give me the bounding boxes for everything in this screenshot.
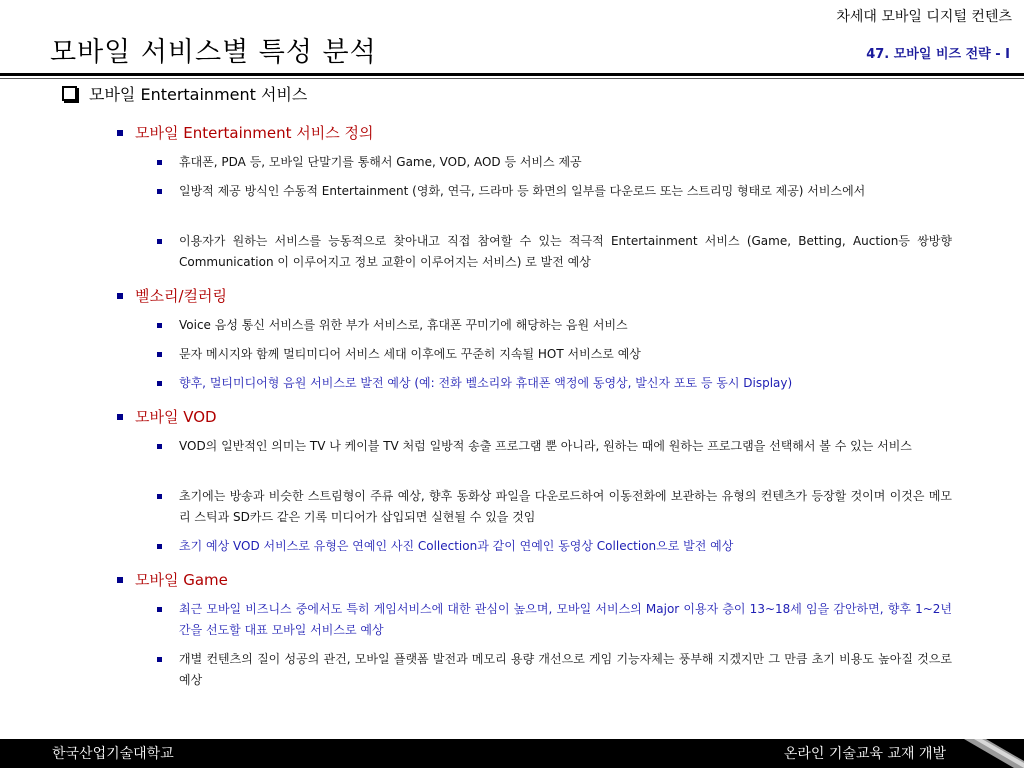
page-title: 모바일 서비스별 특성 분석 bbox=[50, 37, 377, 68]
bullet-item bbox=[160, 536, 952, 557]
small-square-bullet-icon bbox=[157, 657, 162, 662]
small-square-bullet-icon bbox=[157, 239, 162, 244]
bullet-text: 개별 컨텐츠의 질이 성공의 관건, 모바일 플랫폼 발전과 메모리 용량 개선으로 게임 기능자체는 풍부해 지겠지만 그 만큼 초기 비용도 높아질 것으로 예상 bbox=[179, 652, 952, 687]
bullet-item bbox=[160, 373, 952, 394]
heading-mobile-vod bbox=[117, 406, 217, 427]
footer-course: 온라인 기술교육 교재 개발 bbox=[783, 746, 946, 762]
square-bullet-icon bbox=[117, 130, 123, 136]
bullet-text: 향후, 멀티미디어형 음원 서비스로 발전 예상 (예: 전화 벨소리와 휴대폰 액정에 동영상, 발신자 포토 등 동시 Display) bbox=[179, 376, 793, 390]
section-title bbox=[62, 82, 307, 105]
section-title-text: 모바일 Entertainment 서비스 bbox=[89, 85, 308, 104]
heading-text: 모바일 VOD bbox=[135, 408, 217, 426]
bullet-text: Voice 음성 통신 서비스를 위한 부가 서비스로, 휴대폰 꾸미기에 해당하는 음원 서비스 bbox=[179, 318, 628, 332]
bullet-text: 초기 예상 VOD 서비스로 유형은 연예인 사진 Collection과 같이 연예인 동영상 Collection으로 발전 예상 bbox=[179, 539, 734, 553]
heading-ringtone bbox=[117, 285, 227, 306]
bullet-item bbox=[160, 181, 952, 202]
bullet-text: 이용자가 원하는 서비스를 능동적으로 찾아내고 직접 참여할 수 있는 적극적 Entertainment 서비스 (Game, Betting, Auction등 쌍방향 Communication 이 이루어지고 정보 교환이 이루어지는 서비스) 로 발전 예상 bbox=[179, 234, 952, 269]
small-square-bullet-icon bbox=[157, 544, 162, 549]
bullet-item bbox=[160, 486, 952, 528]
small-square-bullet-icon bbox=[157, 352, 162, 357]
bullet-text: 초기에는 방송과 비슷한 스트림형이 주류 예상, 향후 동화상 파일을 다운로드하여 이동전화에 보관하는 유형의 컨텐츠가 등장할 것이며 이것은 메모리 스틱과 SD카드 같은 기록 미디어가 삽입되면 실현될 수 있을 것임 bbox=[179, 489, 952, 524]
footer-bar bbox=[0, 739, 1024, 768]
footer-corner-decoration-icon bbox=[964, 739, 1024, 768]
square-bullet-icon bbox=[117, 414, 123, 420]
bullet-item bbox=[160, 231, 952, 273]
heading-entertainment-definition bbox=[117, 122, 373, 143]
bullet-text: 휴대폰, PDA 등, 모바일 단말기를 통해서 Game, VOD, AOD 등 서비스 제공 bbox=[179, 155, 582, 169]
small-square-bullet-icon bbox=[157, 607, 162, 612]
title-divider bbox=[0, 73, 1024, 76]
header-topic: 차세대 모바일 디지털 컨텐츠 bbox=[836, 9, 1012, 25]
slide-number: 47. 모바일 비즈 전략 - I bbox=[866, 47, 1010, 62]
heading-mobile-game bbox=[117, 569, 228, 590]
heading-text: 모바일 Entertainment 서비스 정의 bbox=[135, 124, 374, 142]
bullet-item bbox=[160, 599, 952, 641]
bullet-text: 최근 모바일 비즈니스 중에서도 특히 게임서비스에 대한 관심이 높으며, 모바일 서비스의 Major 이용자 층이 13~18세 임을 감안하면, 향후 1~2년 간을 선도할 대표 모바일 서비스로 예상 bbox=[179, 602, 952, 637]
title-divider-thin bbox=[0, 78, 1024, 79]
small-square-bullet-icon bbox=[157, 189, 162, 194]
square-bullet-icon bbox=[117, 293, 123, 299]
bullet-text: 일방적 제공 방식인 수동적 Entertainment (영화, 연극, 드라마 등 화면의 일부를 다운로드 또는 스트리밍 형태로 제공) 서비스에서 bbox=[179, 184, 866, 198]
checkbox-icon bbox=[62, 86, 77, 101]
heading-text: 벨소리/컬러링 bbox=[135, 287, 227, 305]
small-square-bullet-icon bbox=[157, 444, 162, 449]
bullet-text: 문자 메시지와 함께 멀티미디어 서비스 세대 이후에도 꾸준히 지속될 HOT 서비스로 예상 bbox=[179, 347, 641, 361]
small-square-bullet-icon bbox=[157, 494, 162, 499]
bullet-item bbox=[160, 315, 952, 336]
small-square-bullet-icon bbox=[157, 323, 162, 328]
square-bullet-icon bbox=[117, 577, 123, 583]
bullet-item bbox=[160, 344, 952, 365]
small-square-bullet-icon bbox=[157, 160, 162, 165]
bullet-text: VOD의 일반적인 의미는 TV 나 케이블 TV 처럼 일방적 송출 프로그램 뿐 아니라, 원하는 때에 원하는 프로그램을 선택해서 볼 수 있는 서비스 bbox=[179, 439, 912, 453]
bullet-item bbox=[160, 152, 952, 173]
footer-school: 한국산업기술대학교 bbox=[52, 746, 174, 762]
heading-text: 모바일 Game bbox=[135, 571, 228, 589]
small-square-bullet-icon bbox=[157, 381, 162, 386]
bullet-item bbox=[160, 649, 952, 691]
bullet-item bbox=[160, 436, 952, 457]
